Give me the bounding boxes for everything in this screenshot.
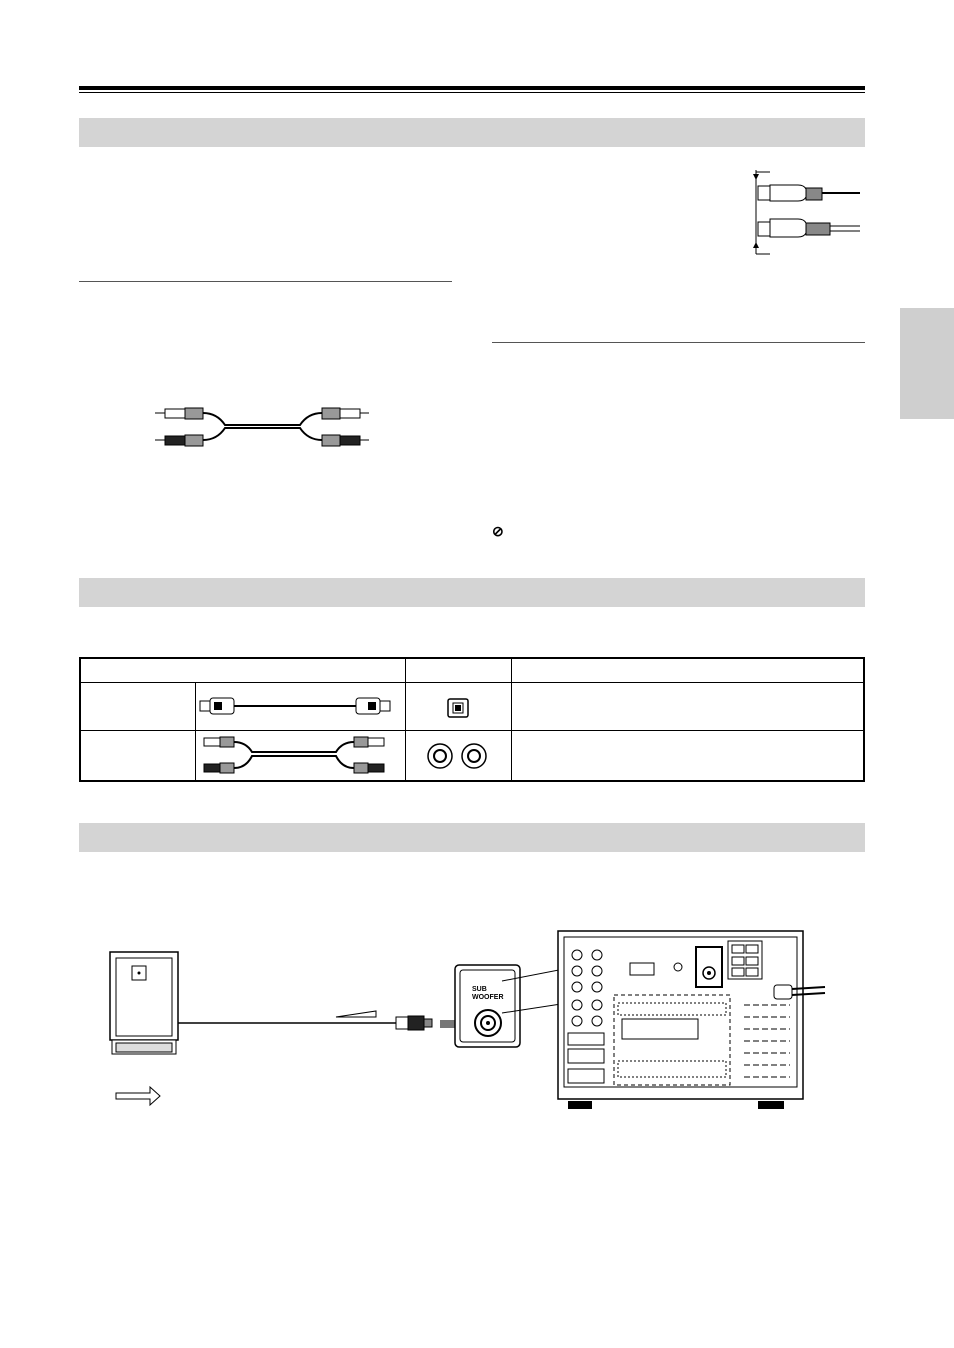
section-band-1 [79,118,865,147]
table-header-jack [406,658,512,682]
table-cell-cable [196,682,406,730]
prohibit-icon: ⊘ [492,523,504,539]
side-tab [900,308,954,419]
table-cell-jack [406,730,512,781]
optical-jack-icon [406,691,509,721]
header-rule-thin [79,92,865,93]
section-band-2 [79,578,865,607]
subwoofer-icon [110,952,178,1054]
subsection-rule-left [79,281,452,282]
receiver-rear-panel [558,931,825,1109]
table-cell-description [512,730,865,781]
section-band-3 [79,823,865,852]
rca-cable-small-icon [196,732,401,778]
optical-cable-icon [196,691,401,721]
sub-woofer-label-1: SUB [472,986,487,993]
connection-table [79,657,865,782]
table-header-cable [80,658,406,682]
table-header-row [80,658,864,682]
subsection-rule-right [492,342,865,343]
plug-insertion-illustration [748,168,863,258]
table-row [80,682,864,730]
table-row [80,730,864,781]
table-cell-description [512,682,865,730]
table-header-description [512,658,865,682]
rca-cable-illustration [155,403,370,453]
sub-woofer-jack-closeup [455,965,520,1047]
table-cell-cable [196,730,406,781]
subwoofer-connection-diagram [100,925,840,1115]
table-cell-jack [406,682,512,730]
rca-jack-pair-icon [406,735,509,775]
table-cell-type [80,730,196,781]
sub-woofer-label-2: WOOFER [472,994,504,1001]
header-rule [79,86,865,90]
table-cell-type [80,682,196,730]
